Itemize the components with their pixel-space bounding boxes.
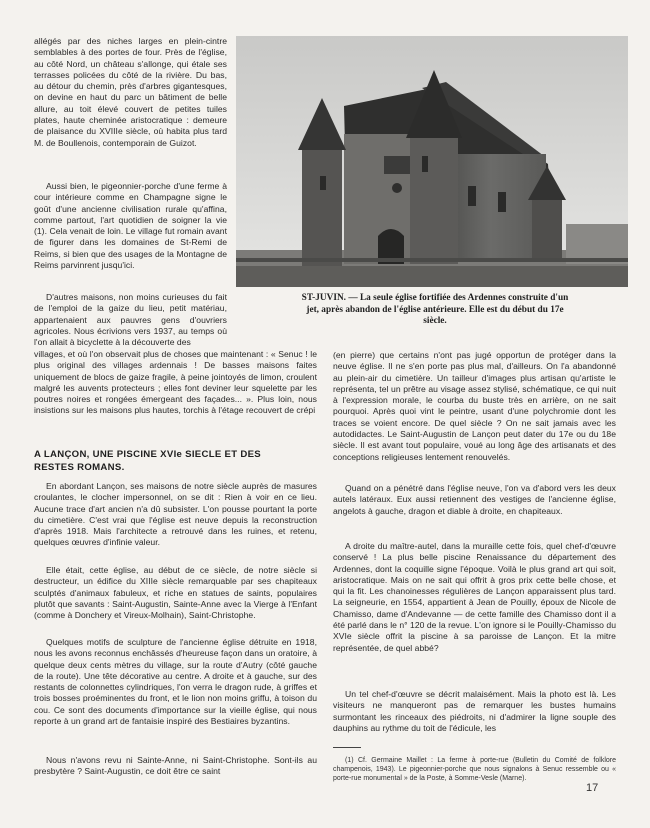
- section-heading: A LANÇON, UNE PISCINE XVIe SIECLE ET DES RESTES ROMANS.: [34, 449, 262, 473]
- footnote: (1) Cf. Germaine Maillet : La ferme à porte-rue (Bulletin du Comité de folklore champenois, 1943). Le pigeonnier-porche que nous signalons à Senuc ressemble ou « porte-rue monumental » de la Poste, à Somme-Vesle (Marne).: [333, 757, 616, 783]
- paragraph-1: allégés par des niches larges en plein-cintre semblables à des portes de four. Près de l'église, au côté Nord, un château s'allonge, qui étale ses terrasses policées du côté de la rivière. Du bas, au détour du chemin, près d'arbres gigantesques, on devine en haut du parc un bâtiment de belle allure, au toit élevé couvert de petites tuiles plates, haute cheminée aristocratique : demeure de plaisance du XVIIIe siècle, où habita plus tard M. de Boullenois, contemporain de Guizot.: [34, 36, 227, 148]
- photo-caption: ST-JUVIN. — La seule église fortifiée des Ardennes construite d'un jet, après abandon de l'église antérieure. Elle est du début du 17e siècle.: [301, 293, 569, 327]
- paragraph-6: Quelques motifs de sculpture de l'ancienne église détruite en 1918, nous les avons reconnus enchâssés d'heureuse façon dans un oratoire, à quelque deux cents mètres du village, sur la route d'Autry (côté gauche de la route). Une tête décorative au centre. A droite et à gauche, sur des restants de colonnettes cylindriques, l'on verra le dragon rude, à griffes et trois bosses proéminentes du front, et le lion non moins griffu, à toison du cou. Ce sont des documents d'importance sur la vieille église, qui nous reporte à un grand art de fantaisie inspiré des Bestiaires byzantins.: [34, 637, 317, 727]
- fortified-church-image: [236, 36, 628, 287]
- paragraph-5: Elle était, cette église, au début de ce siècle, de notre siècle si destructeur, un édifice du XIIIe siècle remarquable par ses chapiteaux sculptés d'animaux fabuleux, et riche en statues de saints, populaires plutôt que savants : Saint-Augustin, Sainte-Anne avec la Vierge à l'Enfant (comme à Donchery et Vireux-Molhain), Saint-Christophe.: [34, 565, 317, 621]
- paragraph-2: Aussi bien, le pigeonnier-porche d'une ferme à cour intérieure comme en Champagne signe le goût d'une ancienne civilisation rurale qu'affina, comme partout, l'art quotidien de soigner la vie (1). Cela venait de loin. Le village fut romain avant de figurer dans les domaines de St-Remi de Reims, si bien que des usages de la Montagne de Reims parvinrent jusqu'ici.: [34, 181, 227, 271]
- paragraph-9: Quand on a pénétré dans l'église neuve, l'on va d'abord vers les deux autels latéraux. Eux aussi retiennent des vestiges de l'ancienne église, angelots à gauche, dragon et diable à droite, en chapiteaux.: [333, 483, 616, 516]
- paragraph-8: (en pierre) que certains n'ont pas jugé opportun de protéger dans la neuve église. Il ne s'en porte pas plus mal, d'ailleurs. On l'a abandonné au plein-air du cimetière. Un tailleur d'images plus artisan qu'artiste le représenta, tel un prêtre au visage assez stylisé, schématique, ce qui nuit à l'expression morale, le courba du buste très en arrière, on ne sait pourquoi. Après quoi vint le peintre, usant d'une polychromie dont les traces se voient encore. De quel siècle ? On ne sait jamais avec les autodidactes. Le Saint-Augustin de Lançon peut dater du 17e ou du 18e siècle. Il est avant tout populaire, voué au long âge des artisanats et des conceptions religieuses lentement renouvelés.: [333, 350, 616, 462]
- paragraph-4: En abordant Lançon, ses maisons de notre siècle auprès de masures croulantes, le clocher impersonnel, on se dit : Rien à voir en ce lieu. Aucune trace d'art ancien n'a dû subsister. L'on pousse pourtant la porte du cimetière. C'est vrai que l'église est neuve depuis la reconstruction d'après 1918. Mais l'architecte a retrouvé dans les ruines, et retenu, quelques œuvres d'infinie valeur.: [34, 481, 317, 548]
- page-number: 17: [586, 782, 599, 794]
- church-photo: [236, 36, 628, 287]
- paragraph-3-start: D'autres maisons, non moins curieuses du fait de l'emploi de la gaize du lieu, petit matériau, appartenaient aux pauvres gens d'ouvriers agricoles. Nous écrivions vers 1937, au temps où l'on allait à bicyclette à la découverte des: [34, 292, 227, 348]
- paragraph-3-continued: villages, et où l'on observait plus de choses que maintenant : « Senuc ! le plus original des villages ardennais ! De basses maisons faites uniquement de blocs de gaize fragile, à peine jointoyés de limon, croulent malgré les auvents protecteurs ; elles font deviner leur squelette par les poutres noires et rongées émergeant des façades... ». Plus loin, nous insistions sur les maisons plus hautes, torchis à l'étage recouvert de crépi: [34, 349, 317, 416]
- paragraph-10: A droite du maître-autel, dans la muraille cette fois, quel chef-d'œuvre conservé ! La plus belle piscine Renaissance du département des Ardennes, dont la coquille signe l'époque. Voilà le plus grand art qui soit, aristocratique. Mais on ne sait qui offrit à gros prix cette belle chose, et qui la fit. Les chanoinesses régulières de Lançon apparaissent plus tard. La seigneurie, en 1554, appartient à Jean de Pouilly, époux de Nicole de Chamisso, dame d'Andevanne — de cette famille des Chamisso dont il a été parlé dans le n° 120 de la revue. L'on ignore si le Pouilly-Chamisso du XVIe siècle offrit la piscine à sa paroisse de Lançon. Et la mitre représentée, de quel abbé?: [333, 541, 616, 653]
- footnote-divider: [333, 747, 361, 748]
- paragraph-7: Nous n'avons revu ni Sainte-Anne, ni Saint-Christophe. Sont-ils au presbytère ? Saint-Augustin, ce doit être ce saint: [34, 755, 317, 777]
- paragraph-11: Un tel chef-d'œuvre se décrit malaisément. Mais la photo est là. Les visiteurs ne manqueront pas de remarquer les bustes humains surmontant les rinceaux des piédroits, ni d'admirer la ligne souple des dauphins au rythme du toit de l'édicule, les: [333, 689, 616, 733]
